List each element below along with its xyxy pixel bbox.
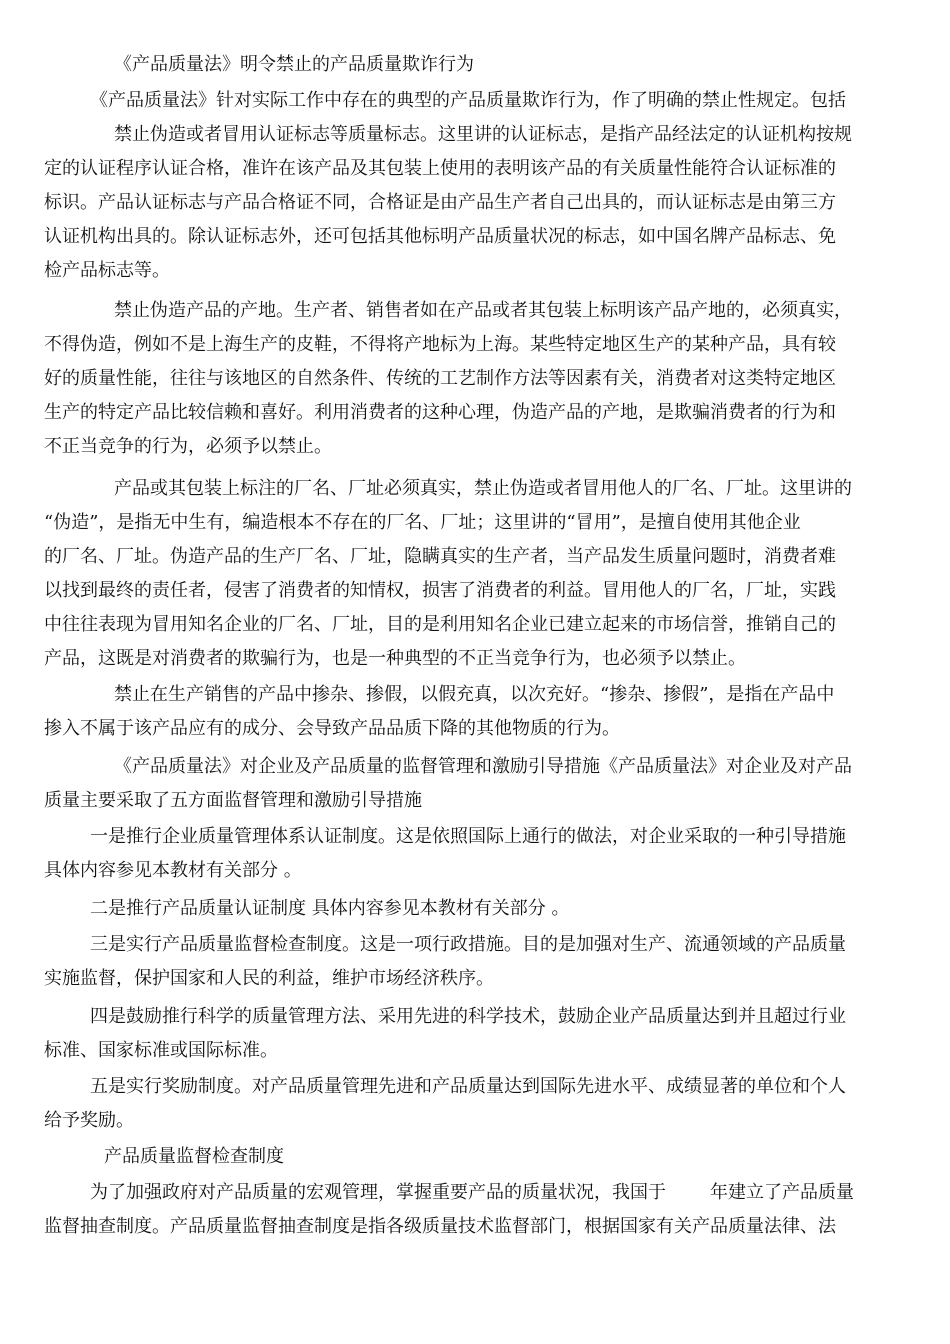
paragraph-line: 二是推行产品质量认证制度 具体内容参见本教材有关部分 。	[90, 898, 570, 919]
section-heading: 产品质量监督检查制度	[104, 1146, 284, 1167]
paragraph-line: 一是推行企业质量管理体系认证制度。这是依照国际上通行的做法，对企业采取的一种引导措施	[90, 826, 846, 847]
paragraph-line: 禁止伪造产品的产地。生产者、销售者如在产品或者其包装上标明该产品产地的，必须真实，	[114, 300, 852, 321]
paragraph-line: 五是实行奖励制度。对产品质量管理先进和产品质量达到国际先进水平、成绩显著的单位和个人	[90, 1076, 846, 1097]
paragraph-line: 标准、国家标准或国际标准。	[44, 1040, 278, 1061]
paragraph-line: 不得伪造，例如不是上海生产的皮鞋，不得将产地标为上海。某些特定地区生产的某种产品，具有较	[44, 334, 836, 355]
paragraph-line: 标识。产品认证标志与产品合格证不同，合格证是由产品生产者自己出具的，而认证标志是由第三方	[44, 192, 836, 213]
paragraph-segment: 为了加强政府对产品质量的宏观管理，掌握重要产品的质量状况，我国于	[90, 1182, 666, 1203]
paragraph-line: 监督抽查制度。产品质量监督抽查制度是指各级质量技术监督部门，根据国家有关产品质量法律、法	[44, 1216, 836, 1237]
paragraph-line: 认证机构出具的。除认证标志外，还可包括其他标明产品质量状况的标志，如中国名牌产品标志、免	[44, 226, 836, 247]
paragraph-line: 的厂名、厂址。伪造产品的生产厂名、厂址，隐瞒真实的生产者，当产品发生质量问题时，消费者难	[44, 546, 836, 567]
paragraph-line: 好的质量性能，往往与该地区的自然条件、传统的工艺制作方法等因素有关，消费者对这类特定地区	[44, 368, 836, 389]
paragraph-line: 掺入不属于该产品应有的成分、会导致产品品质下降的其他物质的行为。	[44, 718, 620, 739]
paragraph-line: 中往往表现为冒用知名企业的厂名、厂址，目的是利用知名企业已建立起来的市场信誉，推销自己的	[44, 614, 836, 635]
paragraph-line: 禁止在生产销售的产品中掺杂、掺假，以假充真，以次充好。“掺杂、掺假”，是指在产品中	[114, 684, 835, 705]
paragraph-line: 不正当竞争的行为，必须予以禁止。	[44, 436, 332, 457]
paragraph-line: 检产品标志等。	[44, 260, 170, 281]
paragraph-line: 产品，这既是对消费者的欺骗行为，也是一种典型的不正当竞争行为，也必须予以禁止。	[44, 648, 746, 669]
paragraph-line: 生产的特定产品比较信赖和喜好。利用消费者的这种心理，伪造产品的产地，是欺骗消费者的行为和	[44, 402, 836, 423]
paragraph-segment: 年建立了产品质量	[710, 1182, 854, 1203]
paragraph-line: 定的认证程序认证合格，准许在该产品及其包装上使用的表明该产品的有关质量性能符合认证标准的	[44, 158, 836, 179]
paragraph-line: “伪造”，是指无中生有，编造根本不存在的厂名、厂址；这里讲的“冒用”，是擅自使用其他企业	[44, 512, 801, 533]
paragraph-line: 实施监督，保护国家和人民的利益，维护市场经济秩序。	[44, 968, 494, 989]
paragraph-line: 《产品质量法》对企业及产品质量的监督管理和激励引导措施《产品质量法》对企业及对产品	[114, 756, 852, 777]
paragraph-line: 质量主要采取了五方面监督管理和激励引导措施	[44, 790, 422, 811]
paragraph-line	[90, 1180, 910, 1206]
paragraph-line: 以找到最终的责任者，侵害了消费者的知情权，损害了消费者的利益。冒用他人的厂名，厂址，实践	[44, 580, 836, 601]
section-heading: 《产品质量法》明令禁止的产品质量欺诈行为	[114, 54, 474, 75]
paragraph-line: 禁止伪造或者冒用认证标志等质量标志。这里讲的认证标志，是指产品经法定的认证机构按规	[114, 124, 852, 145]
paragraph-line: 产品或其包装上标注的厂名、厂址必须真实，禁止伪造或者冒用他人的厂名、厂址。这里讲的	[114, 478, 852, 499]
paragraph-line: 四是鼓励推行科学的质量管理方法、采用先进的科学技术，鼓励企业产品质量达到并且超过行业	[90, 1006, 846, 1027]
intro-line: 《产品质量法》针对实际工作中存在的典型的产品质量欺诈行为，作了明确的禁止性规定。包括	[90, 90, 846, 111]
paragraph-line: 具体内容参见本教材有关部分 。	[44, 860, 302, 881]
paragraph-line: 三是实行产品质量监督检查制度。这是一项行政措施。目的是加强对生产、流通领域的产品质量	[90, 934, 846, 955]
paragraph-line: 给予奖励。	[44, 1110, 134, 1131]
